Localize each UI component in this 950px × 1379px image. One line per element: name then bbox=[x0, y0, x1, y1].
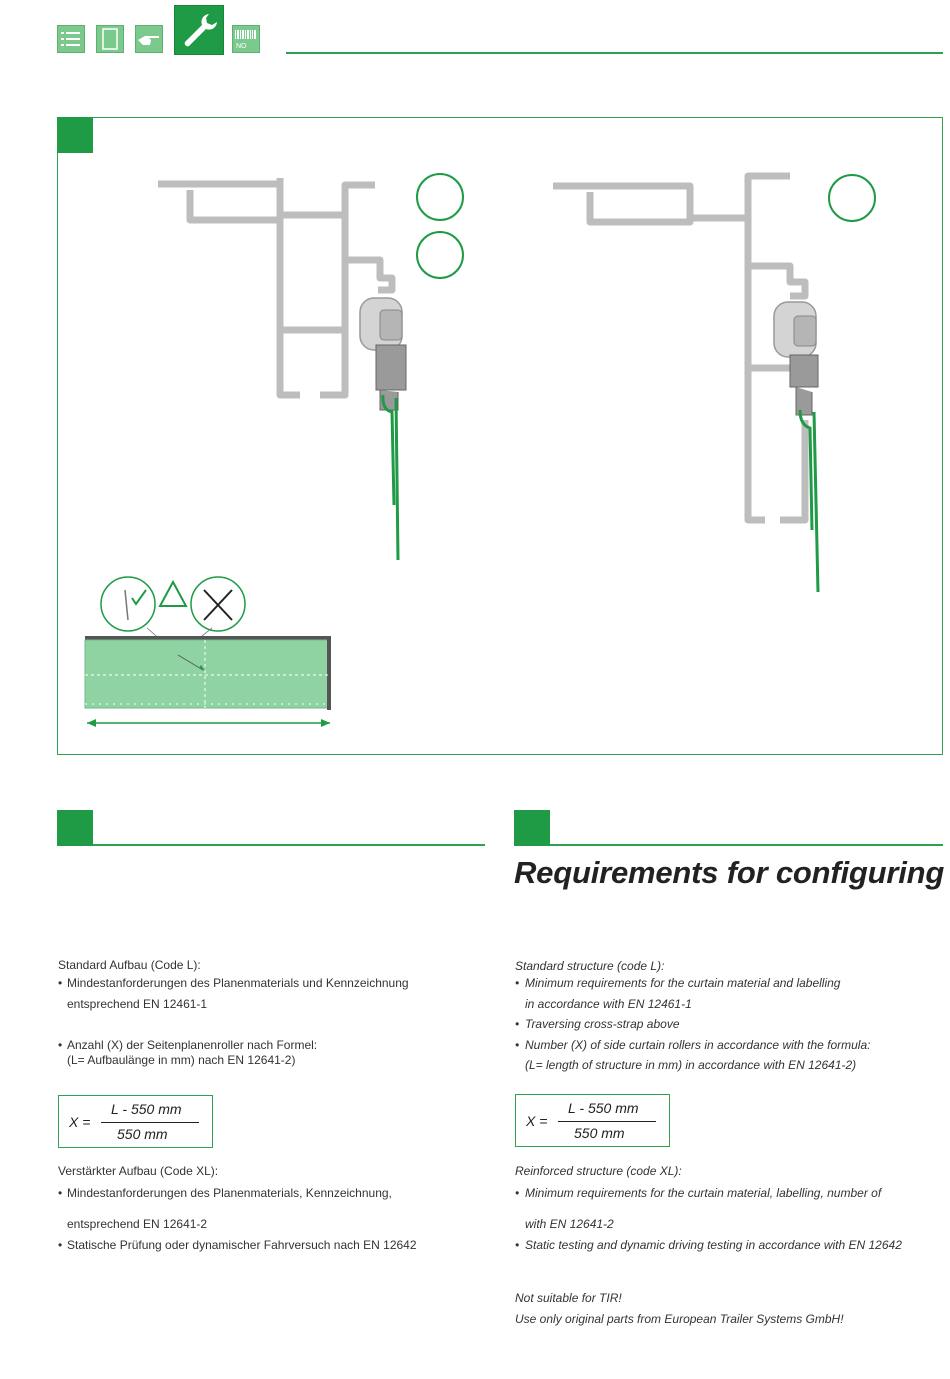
left-curtain-line-outer bbox=[396, 398, 398, 560]
left-roller-assembly bbox=[360, 298, 406, 410]
bullet-dot: • bbox=[58, 1038, 63, 1052]
left-curtain-line bbox=[383, 395, 394, 505]
ok-detail-circle bbox=[101, 577, 155, 631]
left-bullet4: Statische Prüfung oder dynamischer Fahrversuch nach EN 12642 bbox=[67, 1238, 417, 1252]
bullet-dot: • bbox=[515, 1186, 520, 1200]
bullet-dot: • bbox=[58, 976, 63, 990]
right-bullet3-line1: Number (X) of side curtain rollers in accordance with the formula: bbox=[525, 1038, 871, 1052]
curtain-panel bbox=[85, 640, 328, 708]
barcode-label: NO bbox=[236, 43, 247, 50]
original-parts-note: Use only original parts from European Trailer Systems GmbH! bbox=[515, 1312, 844, 1326]
formula-lhs: X = bbox=[526, 1113, 548, 1129]
check-icon bbox=[132, 590, 146, 604]
left-bullet1-line1: Mindestanforderungen des Planenmaterials und Kennzeichnung bbox=[67, 976, 409, 990]
callout-circle-1 bbox=[417, 174, 463, 220]
cross-icon bbox=[204, 590, 232, 620]
right-bullet4-line2: with EN 12641-2 bbox=[525, 1217, 614, 1231]
right-bullet4-line1: Minimum requirements for the curtain material, labelling, number of bbox=[525, 1186, 882, 1200]
left-bullet3-line1: Mindestanforderungen des Planenmaterials, Kennzeichnung, bbox=[67, 1186, 392, 1200]
right-section-marker bbox=[514, 810, 550, 846]
right-curtain-line-outer bbox=[814, 412, 818, 592]
right-bullet5: Static testing and dynamic driving testing in accordance with EN 12642 bbox=[525, 1238, 902, 1252]
formula-denominator: 550 mm bbox=[117, 1126, 168, 1142]
right-roller-assembly bbox=[774, 302, 818, 415]
right-bullet1-line1: Minimum requirements for the curtain material and labelling bbox=[525, 976, 841, 990]
fraction-bar bbox=[558, 1121, 656, 1122]
callout-circle-2 bbox=[417, 232, 463, 278]
right-section-rule bbox=[550, 844, 943, 846]
right-bullet2: Traversing cross-strap above bbox=[525, 1017, 680, 1031]
formula-denominator: 550 mm bbox=[574, 1125, 625, 1141]
bullet-dot: • bbox=[515, 1038, 520, 1052]
callout-circle-3 bbox=[829, 175, 875, 221]
formula-numerator: L - 550 mm bbox=[568, 1100, 639, 1116]
formula-numerator: L - 550 mm bbox=[111, 1101, 182, 1117]
right-bullet3-line2: (L= length of structure in mm) in accordance with EN 12641-2) bbox=[525, 1058, 857, 1072]
left-bullet3-line2: entsprechend EN 12641-2 bbox=[67, 1217, 208, 1231]
left-bullet1-line2: entsprechend EN 12461-1 bbox=[67, 997, 208, 1011]
bullet-dot: • bbox=[58, 1186, 63, 1200]
left-standard-heading: Standard Aufbau (Code L): bbox=[58, 958, 201, 972]
right-reinforced-heading: Reinforced structure (code XL): bbox=[515, 1164, 682, 1178]
fraction-bar bbox=[101, 1122, 199, 1123]
tir-warning-note: Not suitable for TIR! bbox=[515, 1291, 622, 1305]
right-formula-box bbox=[515, 1094, 670, 1147]
right-rail-profile bbox=[553, 176, 805, 520]
bullet-dot: • bbox=[515, 976, 520, 990]
left-reinforced-heading: Verstärkter Aufbau (Code XL): bbox=[58, 1164, 219, 1178]
bullet-dot: • bbox=[515, 1238, 520, 1252]
formula-lhs: X = bbox=[69, 1114, 91, 1130]
left-bullet2-line1: Anzahl (X) der Seitenplanenroller nach Formel: bbox=[67, 1038, 318, 1052]
left-section-marker bbox=[57, 810, 93, 846]
bullet-dot: • bbox=[515, 1017, 520, 1031]
left-section-rule bbox=[93, 844, 485, 846]
left-rail-profile bbox=[158, 178, 392, 395]
right-standard-heading: Standard structure (code L): bbox=[515, 959, 665, 973]
page-title: Requirements for configuring bbox=[514, 855, 945, 890]
warning-triangle-icon bbox=[160, 582, 186, 606]
bullet-dot: • bbox=[58, 1238, 63, 1252]
left-bullet2-line2: (L= Aufbaulänge in mm) nach EN 12641-2) bbox=[67, 1053, 296, 1067]
right-bullet1-line2: in accordance with EN 12461-1 bbox=[525, 997, 692, 1011]
curtain-detail-inset bbox=[85, 577, 331, 727]
left-formula-box bbox=[58, 1095, 213, 1148]
